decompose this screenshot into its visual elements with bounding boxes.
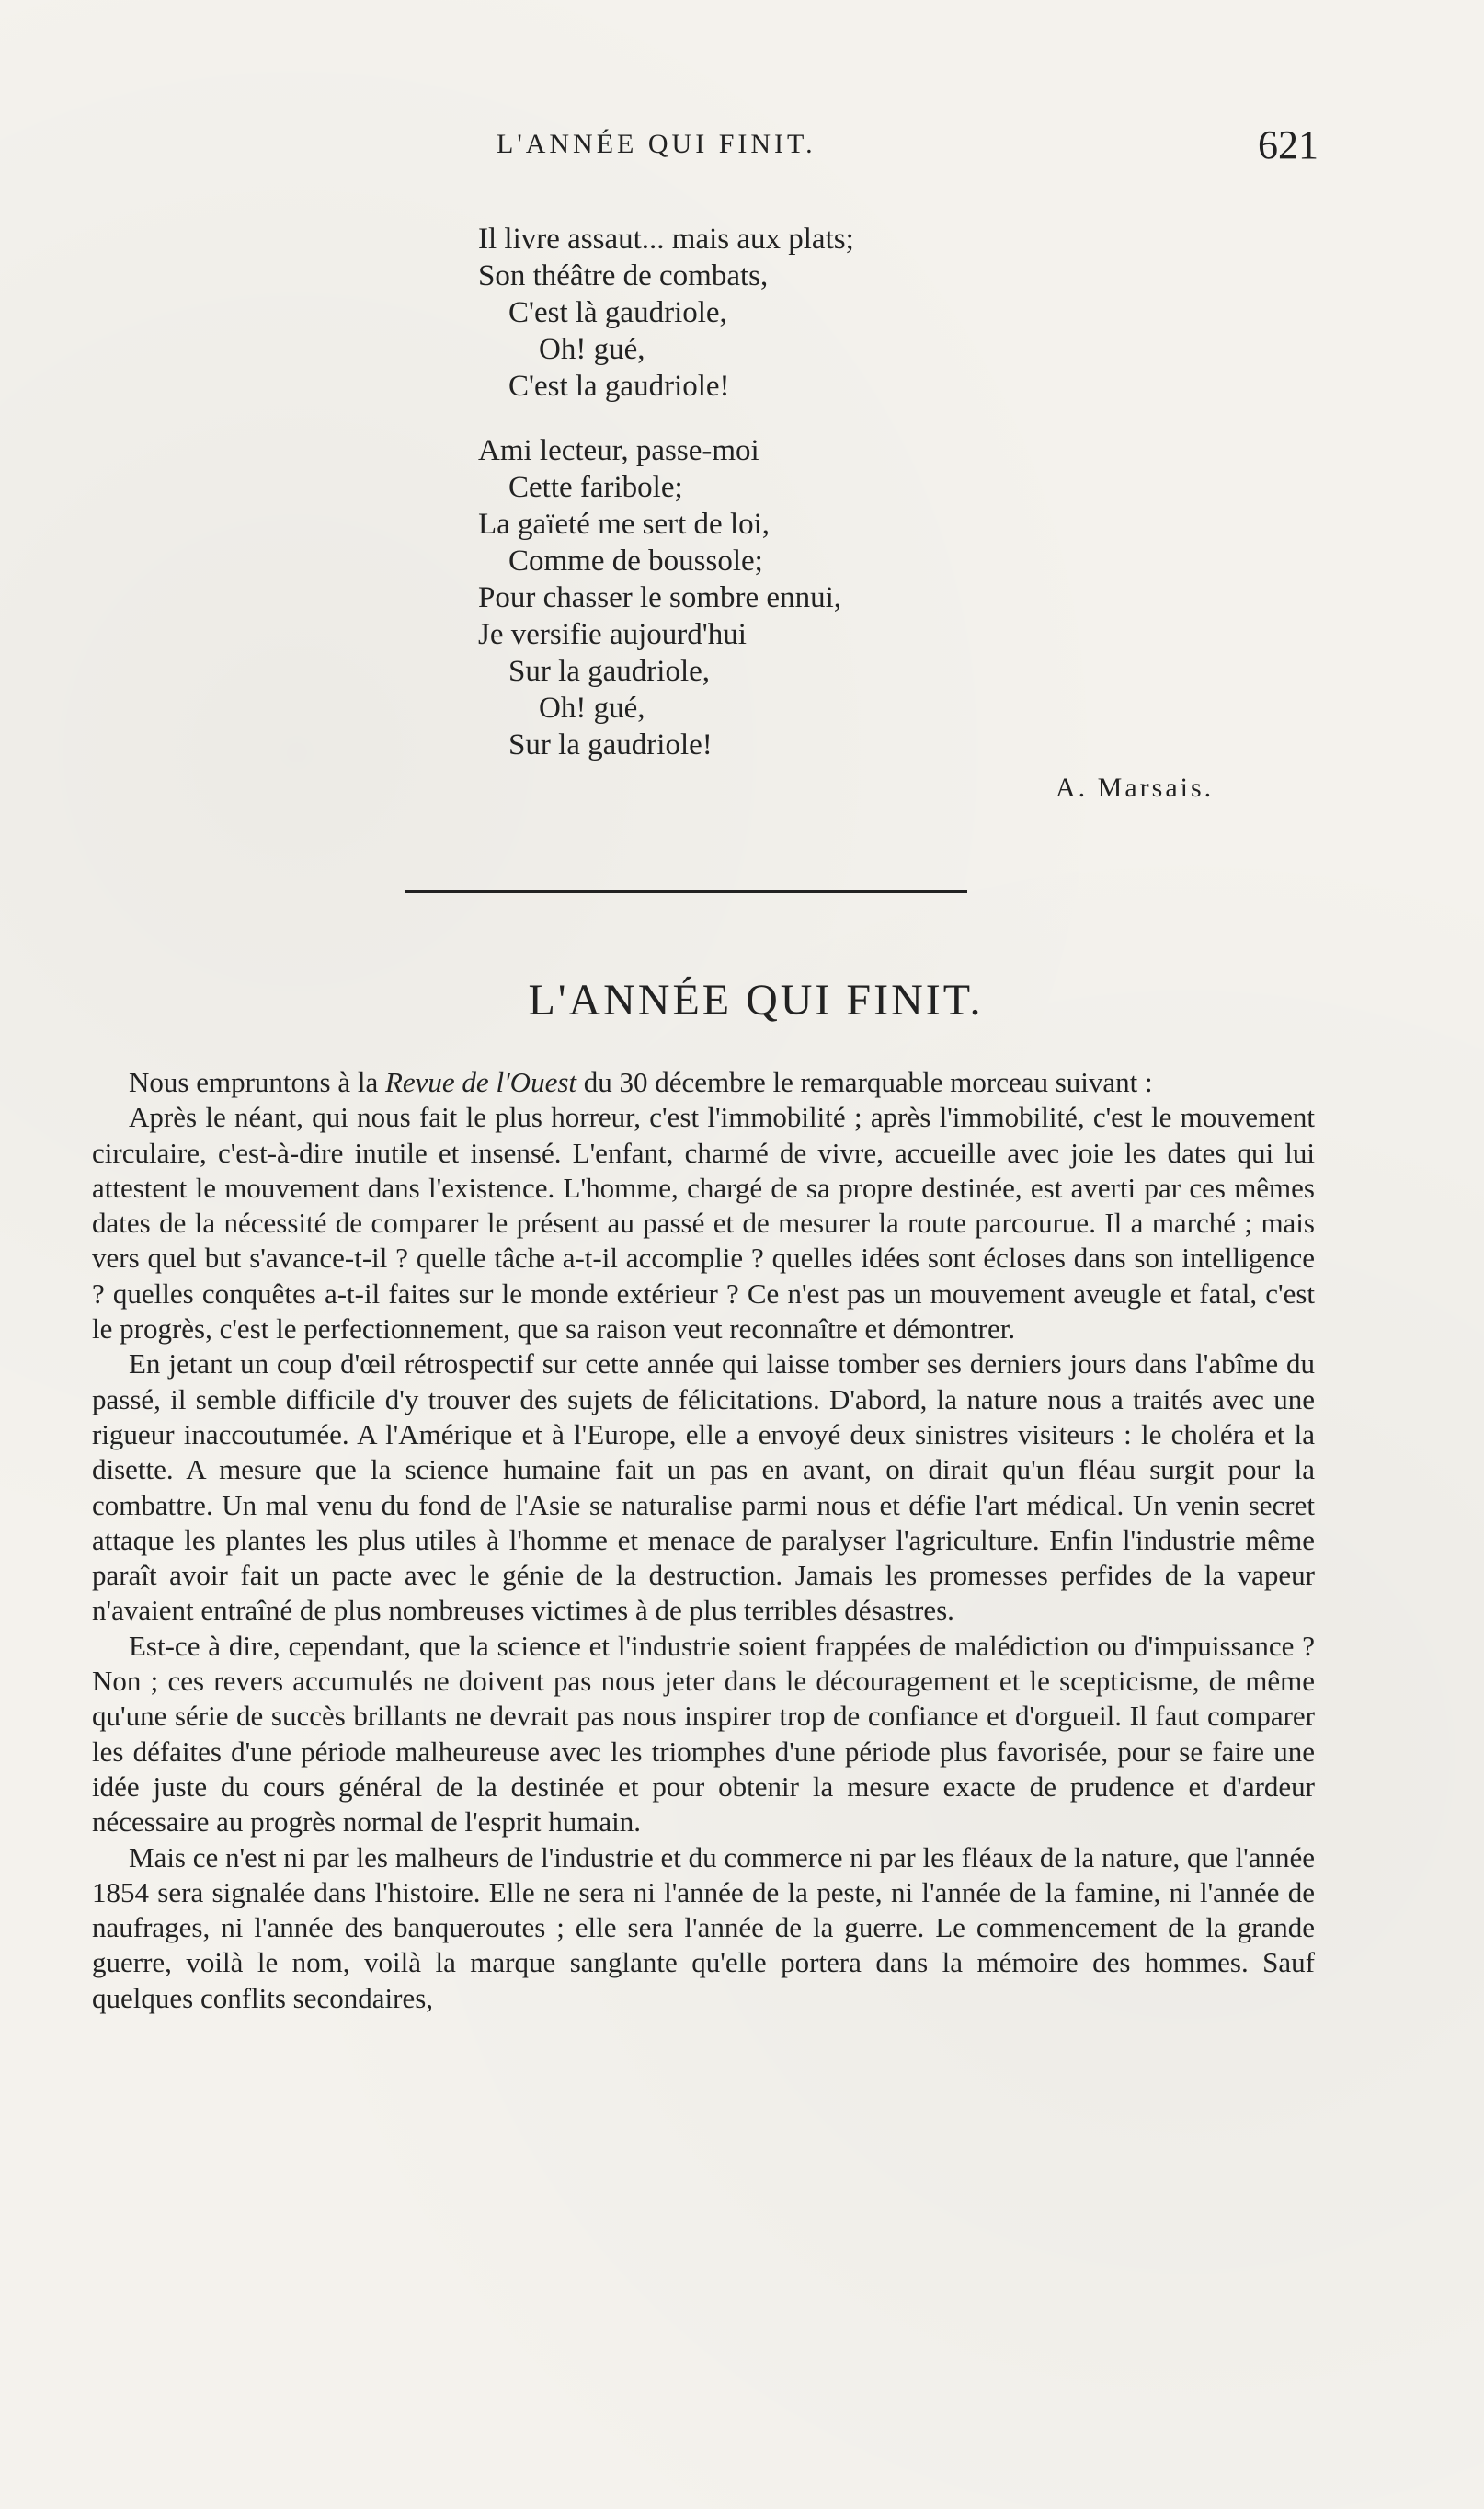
verse-line: La gaïeté me sert de loi, bbox=[478, 508, 771, 541]
article-paragraph: Est-ce à dire, cependant, que la science et l'industrie soient frappées de malédiction ou d'impuissance ? Non ; ces revers accumulés ne doivent pas nous jeter dans le découragement et le scepticisme, de même qu'une série de succès brillants ne devrait pas nous inspirer trop de confiance et d'orgueil. Il faut comparer les défaites d'une période malheureuse avec les triomphes d'une période plus favorisée, pour se faire une idée juste du cours général de la destinée et pour obtenir la mesure exacte de prudence et d'ardeur nécessaire au progrès normal de l'esprit humain. bbox=[92, 1629, 1315, 1839]
verse-line: Il livre assaut... mais aux plats; bbox=[478, 223, 854, 256]
article-body bbox=[92, 1065, 1315, 2016]
verse-line: Je versifie aujourd'hui bbox=[478, 618, 747, 651]
verse-line: C'est la gaudriole! bbox=[478, 370, 730, 403]
article-paragraph: Après le néant, qui nous fait le plus horreur, c'est l'immobilité ; après l'immobilité, c'est le mouvement circulaire, c'est-à-dire inutile et insensé. L'enfant, charmé de vivre, accueille avec joie les dates qui lui attestent le mouvement dans l'existence. L'homme, chargé de sa propre destinée, est averti par ces mêmes dates de la nécessité de comparer le présent au passé et de mesurer la route parcourue. Il a marché ; mais vers quel but s'avance-t-il ? quelle tâche a-t-il accomplie ? quelles idées sont écloses dans son intelligence ? quelles conquêtes a-t-il faites sur le monde extérieur ? Ce n'est pas un mouvement aveugle et fatal, c'est le progrès, c'est le perfectionnement, que sa raison veut reconnaître et démontrer. bbox=[92, 1101, 1315, 1346]
article-intro bbox=[92, 1065, 1315, 1100]
verse-line: C'est là gaudriole, bbox=[478, 296, 727, 329]
poem-signature: A. Marsais. bbox=[1056, 773, 1215, 803]
verse-line: Comme de boussole; bbox=[478, 544, 763, 578]
verse-line: Ami lecteur, passe-moi bbox=[478, 434, 759, 467]
page-number: 621 bbox=[1258, 122, 1318, 167]
verse-line: Sur la gaudriole, bbox=[478, 655, 711, 688]
article-paragraph: Mais ce n'est ni par les malheurs de l'industrie et du commerce ni par les fléaux de la nature, que l'année 1854 sera signalée dans l'histoire. Elle ne sera ni l'année de la peste, ni l'année de la famine, ni l'année de naufrages, ni l'année des banqueroutes ; elle sera l'année de la guerre. Le commencement de la grande guerre, voilà le nom, voilà la marque sanglante qu'elle portera dans la mémoire des hommes. Sauf quelques conflits secondaires, bbox=[92, 1840, 1315, 2014]
poem-stanza-2 bbox=[478, 432, 854, 763]
intro-text: du 30 décembre le remarquable morceau suivant : bbox=[576, 1066, 1153, 1098]
article-paragraph: En jetant un coup d'œil rétrospectif sur cette année qui laisse tomber ses derniers jours dans l'abîme du passé, il semble difficile d'y trouver des sujets de félicitations. D'abord, la nature nous a traités avec une rigueur inaccoutumée. A l'Amérique et à l'Europe, elle a envoyé deux sinistres visiteurs : le choléra et la disette. A mesure que la science humaine fait un pas en avant, on dirait qu'un fléau surgit pour la combattre. Un mal venu du fond de l'Asie se naturalise parmi nous et défie l'art médical. Un venin secret attaque les plantes les plus utiles à l'homme et menace de paralyser l'agriculture. Enfin l'industrie même paraît avoir fait un pacte avec le génie de la destruction. Jamais les promesses perfides de la vapeur n'avaient entraîné de plus nombreuses victimes à de plus terribles désastres. bbox=[92, 1347, 1315, 1627]
verse-line: Cette faribole; bbox=[478, 471, 683, 504]
verse-line: Oh! gué, bbox=[478, 333, 645, 366]
running-head: L'ANNÉE QUI FINIT. bbox=[497, 129, 816, 159]
article-title: L'ANNÉE QUI FINIT. bbox=[528, 976, 984, 1025]
poem-stanza-1 bbox=[478, 221, 854, 405]
verse-line: Oh! gué, bbox=[478, 692, 645, 725]
verse-line: Pour chasser le sombre ennui, bbox=[478, 581, 841, 614]
verse-line: Son théâtre de combats, bbox=[478, 259, 769, 292]
source-title: Revue de l'Ouest bbox=[384, 1066, 577, 1098]
verse-line: Sur la gaudriole! bbox=[478, 728, 713, 762]
section-divider bbox=[405, 890, 967, 893]
poem bbox=[478, 221, 854, 763]
intro-text: Nous empruntons à la bbox=[129, 1066, 385, 1098]
